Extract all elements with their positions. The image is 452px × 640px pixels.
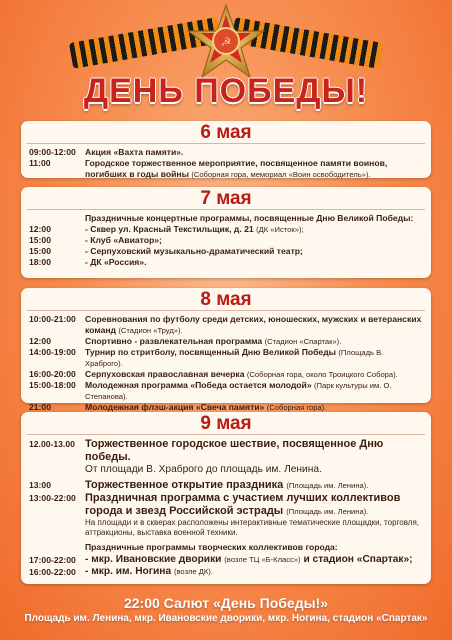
event-location: (Соборная гора, около Троицкого Собора). xyxy=(246,370,398,379)
event-time: 12:00 xyxy=(29,336,51,346)
event-time: 11:00 xyxy=(29,158,51,168)
event-row xyxy=(29,541,423,553)
day-title: 7 мая xyxy=(27,187,425,210)
event-row xyxy=(29,438,423,464)
event-desc: Праздничные программы творческих коллективов города: xyxy=(85,542,338,553)
event-time: 12:00 xyxy=(29,224,51,234)
event-row xyxy=(29,380,423,402)
event-location: (Стадион «Спартак»). xyxy=(264,337,342,346)
day-panel-may-7 xyxy=(21,187,431,278)
event-time: 15:00 xyxy=(29,246,51,256)
event-location: (Парк культуры им. О. Степанова). xyxy=(85,381,392,401)
header xyxy=(0,0,452,112)
event-desc: Торжественное открытие праздника (Площадь им. Ленина). xyxy=(85,479,369,492)
event-location: (Площадь им. Ленина). xyxy=(286,481,369,491)
event-row xyxy=(29,518,423,538)
salute-locations: Площадь им. Ленина, мкр. Ивановские дворики, мкр. Ногина, стадион «Спартак» xyxy=(24,613,428,624)
event-location: (Стадион «Труд»). xyxy=(118,326,183,335)
event-desc: Молодежная программа «Победа остается молодой» (Парк культуры им. О. Степанова). xyxy=(85,380,392,401)
event-desc: - мкр. Ивановские дворики (возле ТЦ «Б-Класс») и стадион «Спартак»; xyxy=(85,553,413,565)
event-time: 14:00-19:00 xyxy=(29,347,76,357)
event-row xyxy=(29,224,423,235)
event-desc: - мкр. им. Ногина (возле ДК). xyxy=(85,566,213,578)
event-time: 12.00-13.00 xyxy=(29,439,75,449)
event-desc: Торжественное городское шествие, посвященное Дню победы. xyxy=(85,438,384,463)
event-time: 13:00 xyxy=(29,480,51,491)
event-row xyxy=(29,479,423,492)
event-time: 18:00 xyxy=(29,257,51,267)
event-row xyxy=(29,464,423,476)
event-time: 16:00-20:00 xyxy=(29,369,76,379)
salute-announcement: 22:00 Салют «День Победы!» xyxy=(123,595,329,611)
event-row xyxy=(29,158,423,180)
event-desc: Городское торжественное мероприятие, посвященное памяти воинов, погибших в годы войны (Соборная гора, мемориал «Воин освободитель»). xyxy=(85,158,388,179)
event-desc: На площади и в скверах расположены интерактивные тематические площадки, торговля, аттракционы, выставка военной техники. xyxy=(85,518,419,538)
event-time xyxy=(29,464,85,476)
event-location: (Соборная гора). xyxy=(266,403,327,412)
day-title: 6 мая xyxy=(27,121,425,144)
event-row xyxy=(29,246,423,257)
day-title: 8 мая xyxy=(27,288,425,311)
event-desc: Праздничные концертные программы, посвященные Дню Великой Победы: xyxy=(85,213,414,223)
event-desc: - ДК «Россия». xyxy=(85,257,147,267)
event-time xyxy=(29,541,85,553)
event-time: 17:00-22:00 xyxy=(29,554,76,565)
svg-text:☭: ☭ xyxy=(220,35,232,49)
victory-emblem xyxy=(186,3,266,83)
event-location: (возле ДК). xyxy=(173,567,213,577)
event-desc: От площади В. Храброго до площадь им. Ленина. xyxy=(85,464,322,475)
event-row xyxy=(29,147,423,158)
event-time: 09:00-12:00 xyxy=(29,147,76,157)
event-location: (возле ТЦ «Б-Класс») xyxy=(224,554,301,564)
event-time xyxy=(29,213,85,224)
day-title: 9 мая xyxy=(27,412,425,435)
day-panel-may-6 xyxy=(21,121,431,178)
event-time: 15:00-18:00 xyxy=(29,380,76,390)
event-desc: Турнир по стритболу, посвященный Дню Великой Победы (Площадь В. Храброго). xyxy=(85,347,384,368)
event-row xyxy=(29,213,423,224)
event-row xyxy=(29,257,423,268)
event-desc: - Сквер ул. Красный Текстильщик, д. 21 (ДК «Исток»); xyxy=(85,224,304,234)
event-location: (Соборная гора, мемориал «Воин освободитель»). xyxy=(191,170,371,179)
order-star-icon xyxy=(186,3,266,83)
event-time: 10:00-21:00 xyxy=(29,314,76,324)
event-desc: - Серпуховский музыкально-драматический театр; xyxy=(85,246,303,256)
event-location: (Площадь В. Храброго). xyxy=(85,348,384,368)
event-desc: - Клуб «Авиатор»; xyxy=(85,235,162,245)
day-panel-may-8 xyxy=(21,288,431,412)
event-desc: Спортивно - развлекательная программа (Стадион «Спартак»). xyxy=(85,336,342,346)
event-location: (ДК «Исток»); xyxy=(256,225,304,234)
event-desc: Акция «Вахта памяти». xyxy=(85,147,184,157)
event-time xyxy=(29,518,85,538)
event-row xyxy=(29,566,423,578)
event-row xyxy=(29,492,423,518)
event-time: 13:00-22:00 xyxy=(29,493,76,504)
event-location: (Площадь им. Ленина). xyxy=(286,507,369,517)
event-row xyxy=(29,554,423,566)
event-row xyxy=(29,314,423,336)
event-row xyxy=(29,369,423,380)
event-desc: Молодежная флэш-акция «Свеча памяти» (Соборная гора). xyxy=(85,402,327,412)
day-panel-may-9 xyxy=(21,412,431,584)
event-time: 15:00 xyxy=(29,235,51,245)
event-row xyxy=(29,235,423,246)
event-row xyxy=(29,336,423,347)
event-desc: Соревнования по футболу среди детских, юношеских, мужских и ветеранских команд (Стадион «Труд»). xyxy=(85,314,422,335)
page-title: ДЕНЬ ПОБЕДЫ! xyxy=(83,72,369,110)
event-desc: Серпуховская православная вечерка (Соборная гора, около Троицкого Собора). xyxy=(85,369,398,379)
event-time: 21:00 xyxy=(29,402,51,412)
event-time: 16:00-22:00 xyxy=(29,567,76,578)
event-row xyxy=(29,347,423,369)
event-desc: Праздничная программа с участием лучших коллективов города и звезд Российской эстрады (Площадь им. Ленина). xyxy=(85,492,401,518)
